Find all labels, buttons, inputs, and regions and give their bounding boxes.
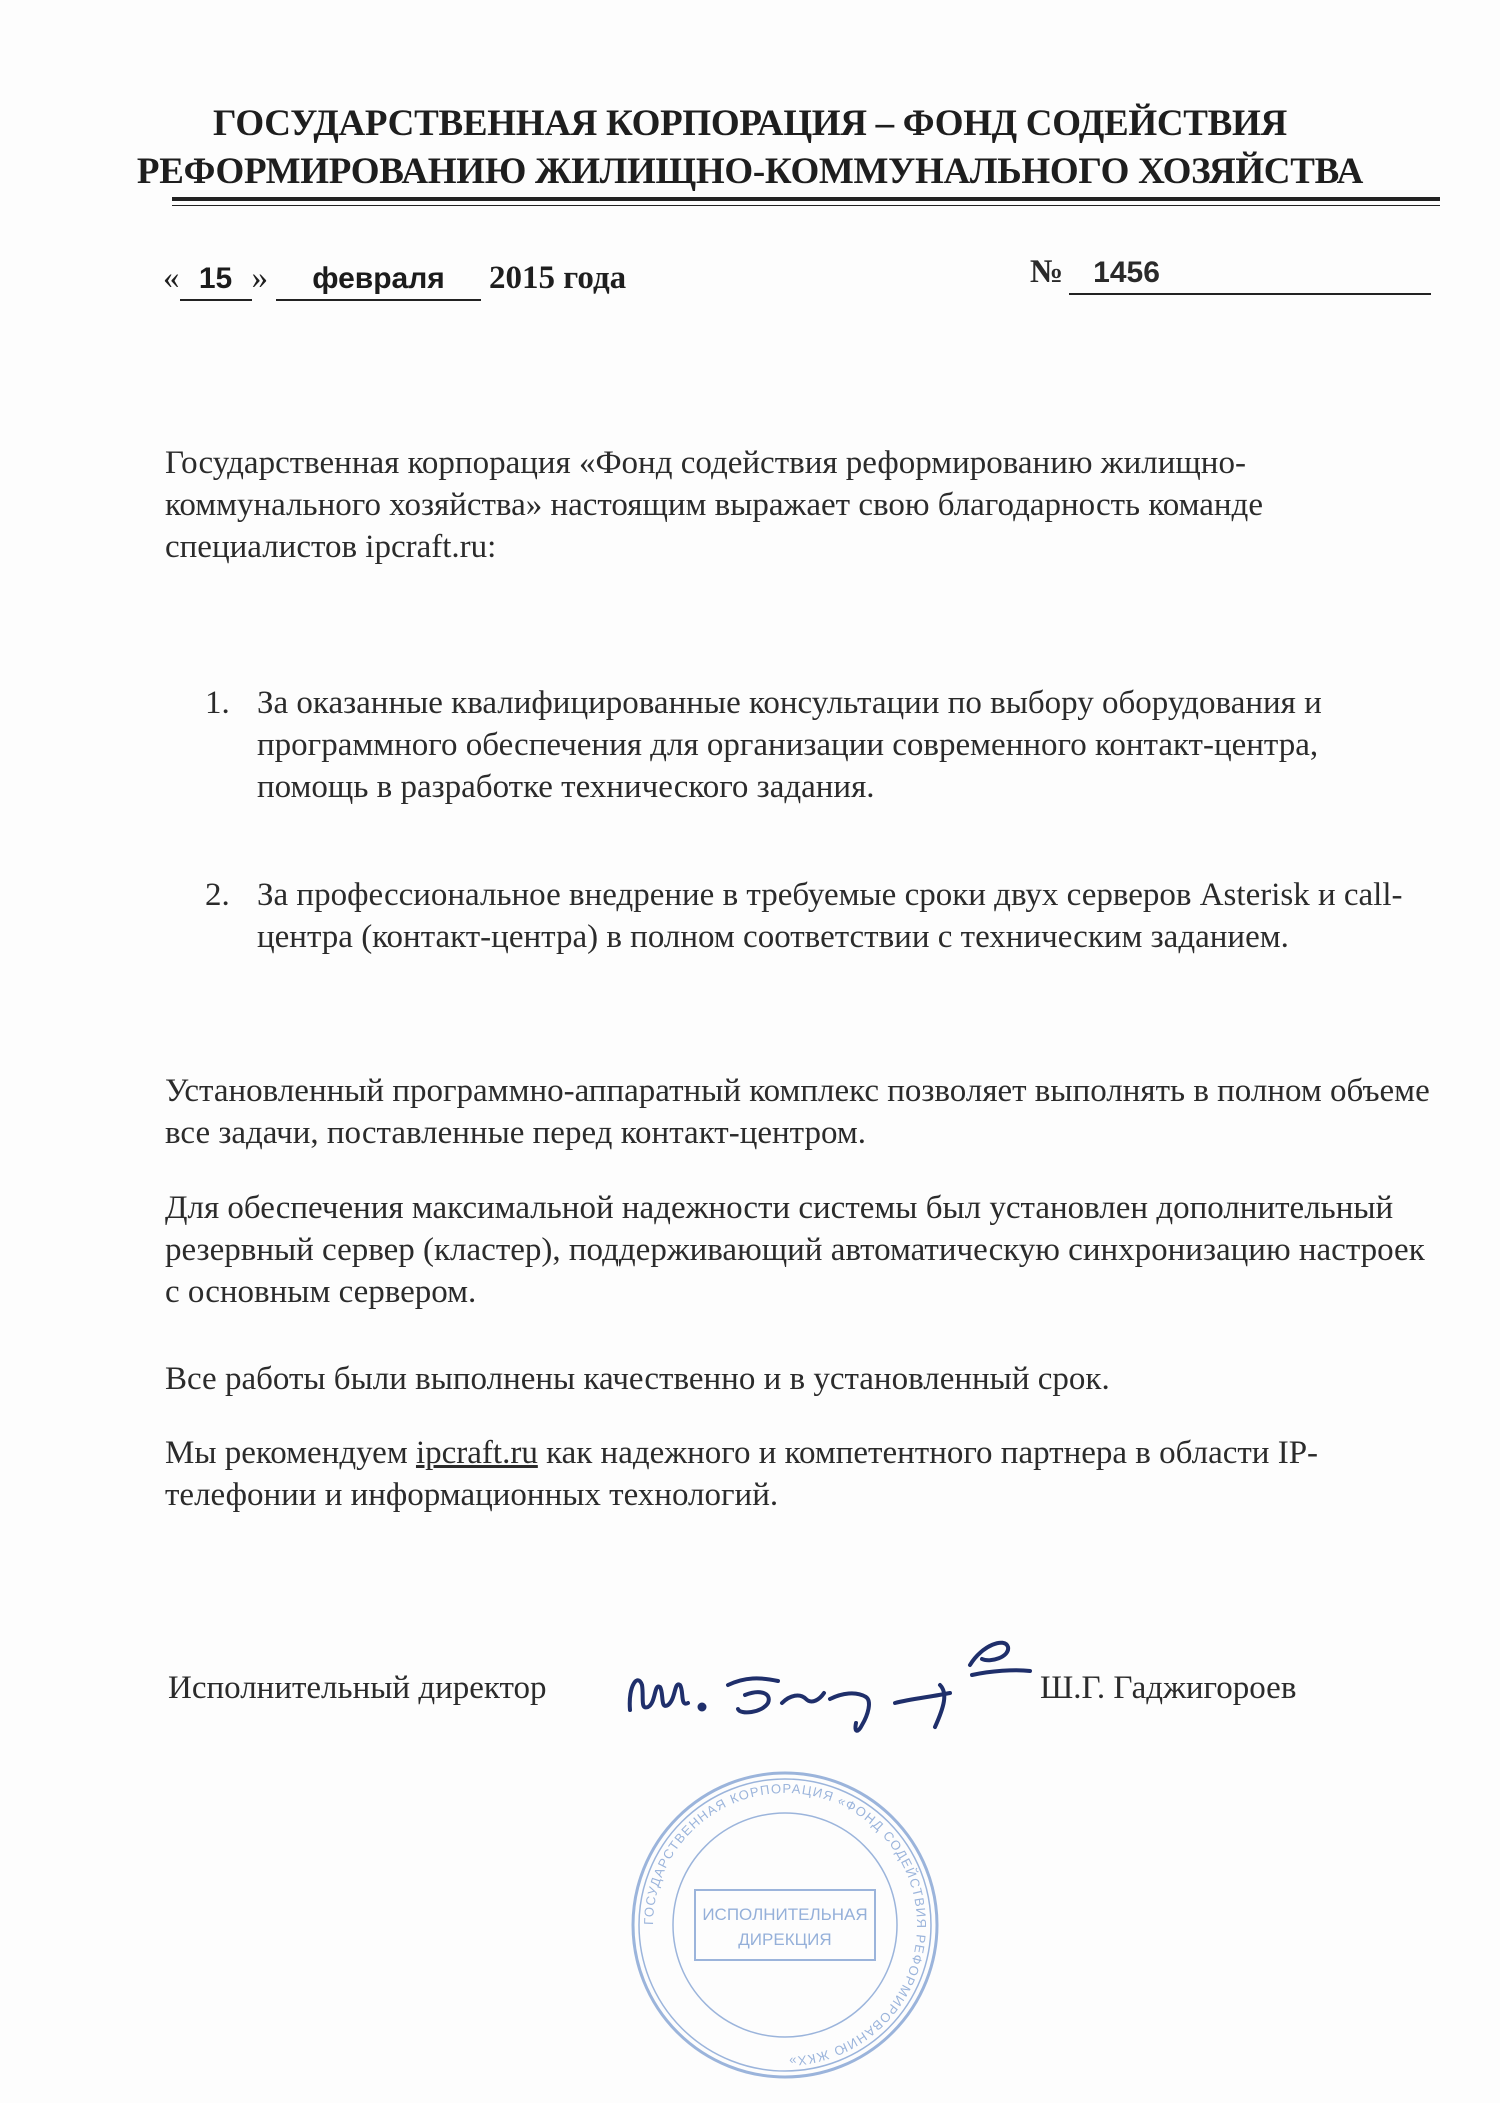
- recommendation-text-before: Мы рекомендуем: [165, 1435, 416, 1471]
- date-close-quote: »: [251, 260, 268, 296]
- list-item-text: За оказанные квалифицированные консультации по выбору оборудования и программного обеспечения для организации современного контакт-центра, помощь в разработке технического задания.: [257, 685, 1322, 805]
- letterhead: [0, 100, 1500, 196]
- date-day: 15: [180, 259, 252, 301]
- paragraph-quality: Все работы были выполнены качественно и в установленный срок.: [165, 1361, 1110, 1397]
- stamp-center-line-1: ИСПОЛНИТЕЛЬНАЯ: [702, 1905, 868, 1924]
- date-open-quote: «: [163, 260, 180, 296]
- paragraph-complex: Установленный программно-аппаратный комплекс позволяет выполнять в полном объеме все задачи, поставленные перед контакт-центром.: [165, 1073, 1430, 1151]
- date-month: февраля: [276, 259, 481, 301]
- svg-text:ГОСУДАРСТВЕННАЯ КОРПОРАЦИЯ «ФО: [641, 1781, 929, 2069]
- ipcraft-link[interactable]: ipcraft.ru: [415, 1435, 538, 1471]
- signer-position: Исполнительный директор: [168, 1670, 547, 1706]
- document-number-value: 1456: [1069, 253, 1431, 295]
- stamp-outer-text: ГОСУДАРСТВЕННАЯ КОРПОРАЦИЯ «ФОНД СОДЕЙСТВИЯ РЕФОРМИРОВАНИЮ ЖКХ»: [640, 1780, 930, 2070]
- paragraph-reliability: Для обеспечения максимальной надежности системы был установлен дополнительный резервный сервер (кластер), поддерживающий автоматическую синхронизацию настроек с основным сервером.: [165, 1190, 1425, 1310]
- list-item-text: За профессиональное внедрение в требуемые сроки двух серверов Asterisk и call-центра (контакт-центра) в полном соответствии с техническим заданием.: [257, 877, 1403, 955]
- letterhead-rule-thick: [172, 197, 1440, 201]
- list-item: [205, 874, 1435, 958]
- signer-name: Ш.Г. Гаджигороев: [1040, 1670, 1297, 1706]
- document-number: [1030, 252, 1431, 295]
- stamp-center-line-2: ДИРЕКЦИЯ: [738, 1930, 832, 1949]
- document-date: [163, 258, 626, 301]
- date-year: 2015 года: [489, 260, 627, 296]
- letterhead-line-2: РЕФОРМИРОВАНИЮ ЖИЛИЩНО-КОММУНАЛЬНОГО ХОЗЯЙСТВА: [136, 151, 1364, 192]
- document-number-label: №: [1030, 254, 1064, 290]
- letterhead-line-1: ГОСУДАРСТВЕННАЯ КОРПОРАЦИЯ – ФОНД СОДЕЙСТВИЯ: [213, 103, 1287, 144]
- paragraph-recommendation: [165, 1432, 1435, 1516]
- intro-paragraph: Государственная корпорация «Фонд содействия реформированию жилищно-коммунального хозяйства» настоящим выражает свою благодарность команде специалистов ipcraft.ru:: [165, 445, 1263, 565]
- recommendation-text-after: как надежного и компетентного партнера в области IP-телефонии и информационных технологий.: [165, 1435, 1319, 1513]
- handwritten-signature: [610, 1615, 1060, 1755]
- list-item: [205, 682, 1435, 808]
- list-item-number: 2.: [205, 877, 230, 913]
- list-item-number: 1.: [205, 685, 230, 721]
- official-stamp: [625, 1765, 945, 2085]
- letterhead-rule-thin: [172, 205, 1440, 206]
